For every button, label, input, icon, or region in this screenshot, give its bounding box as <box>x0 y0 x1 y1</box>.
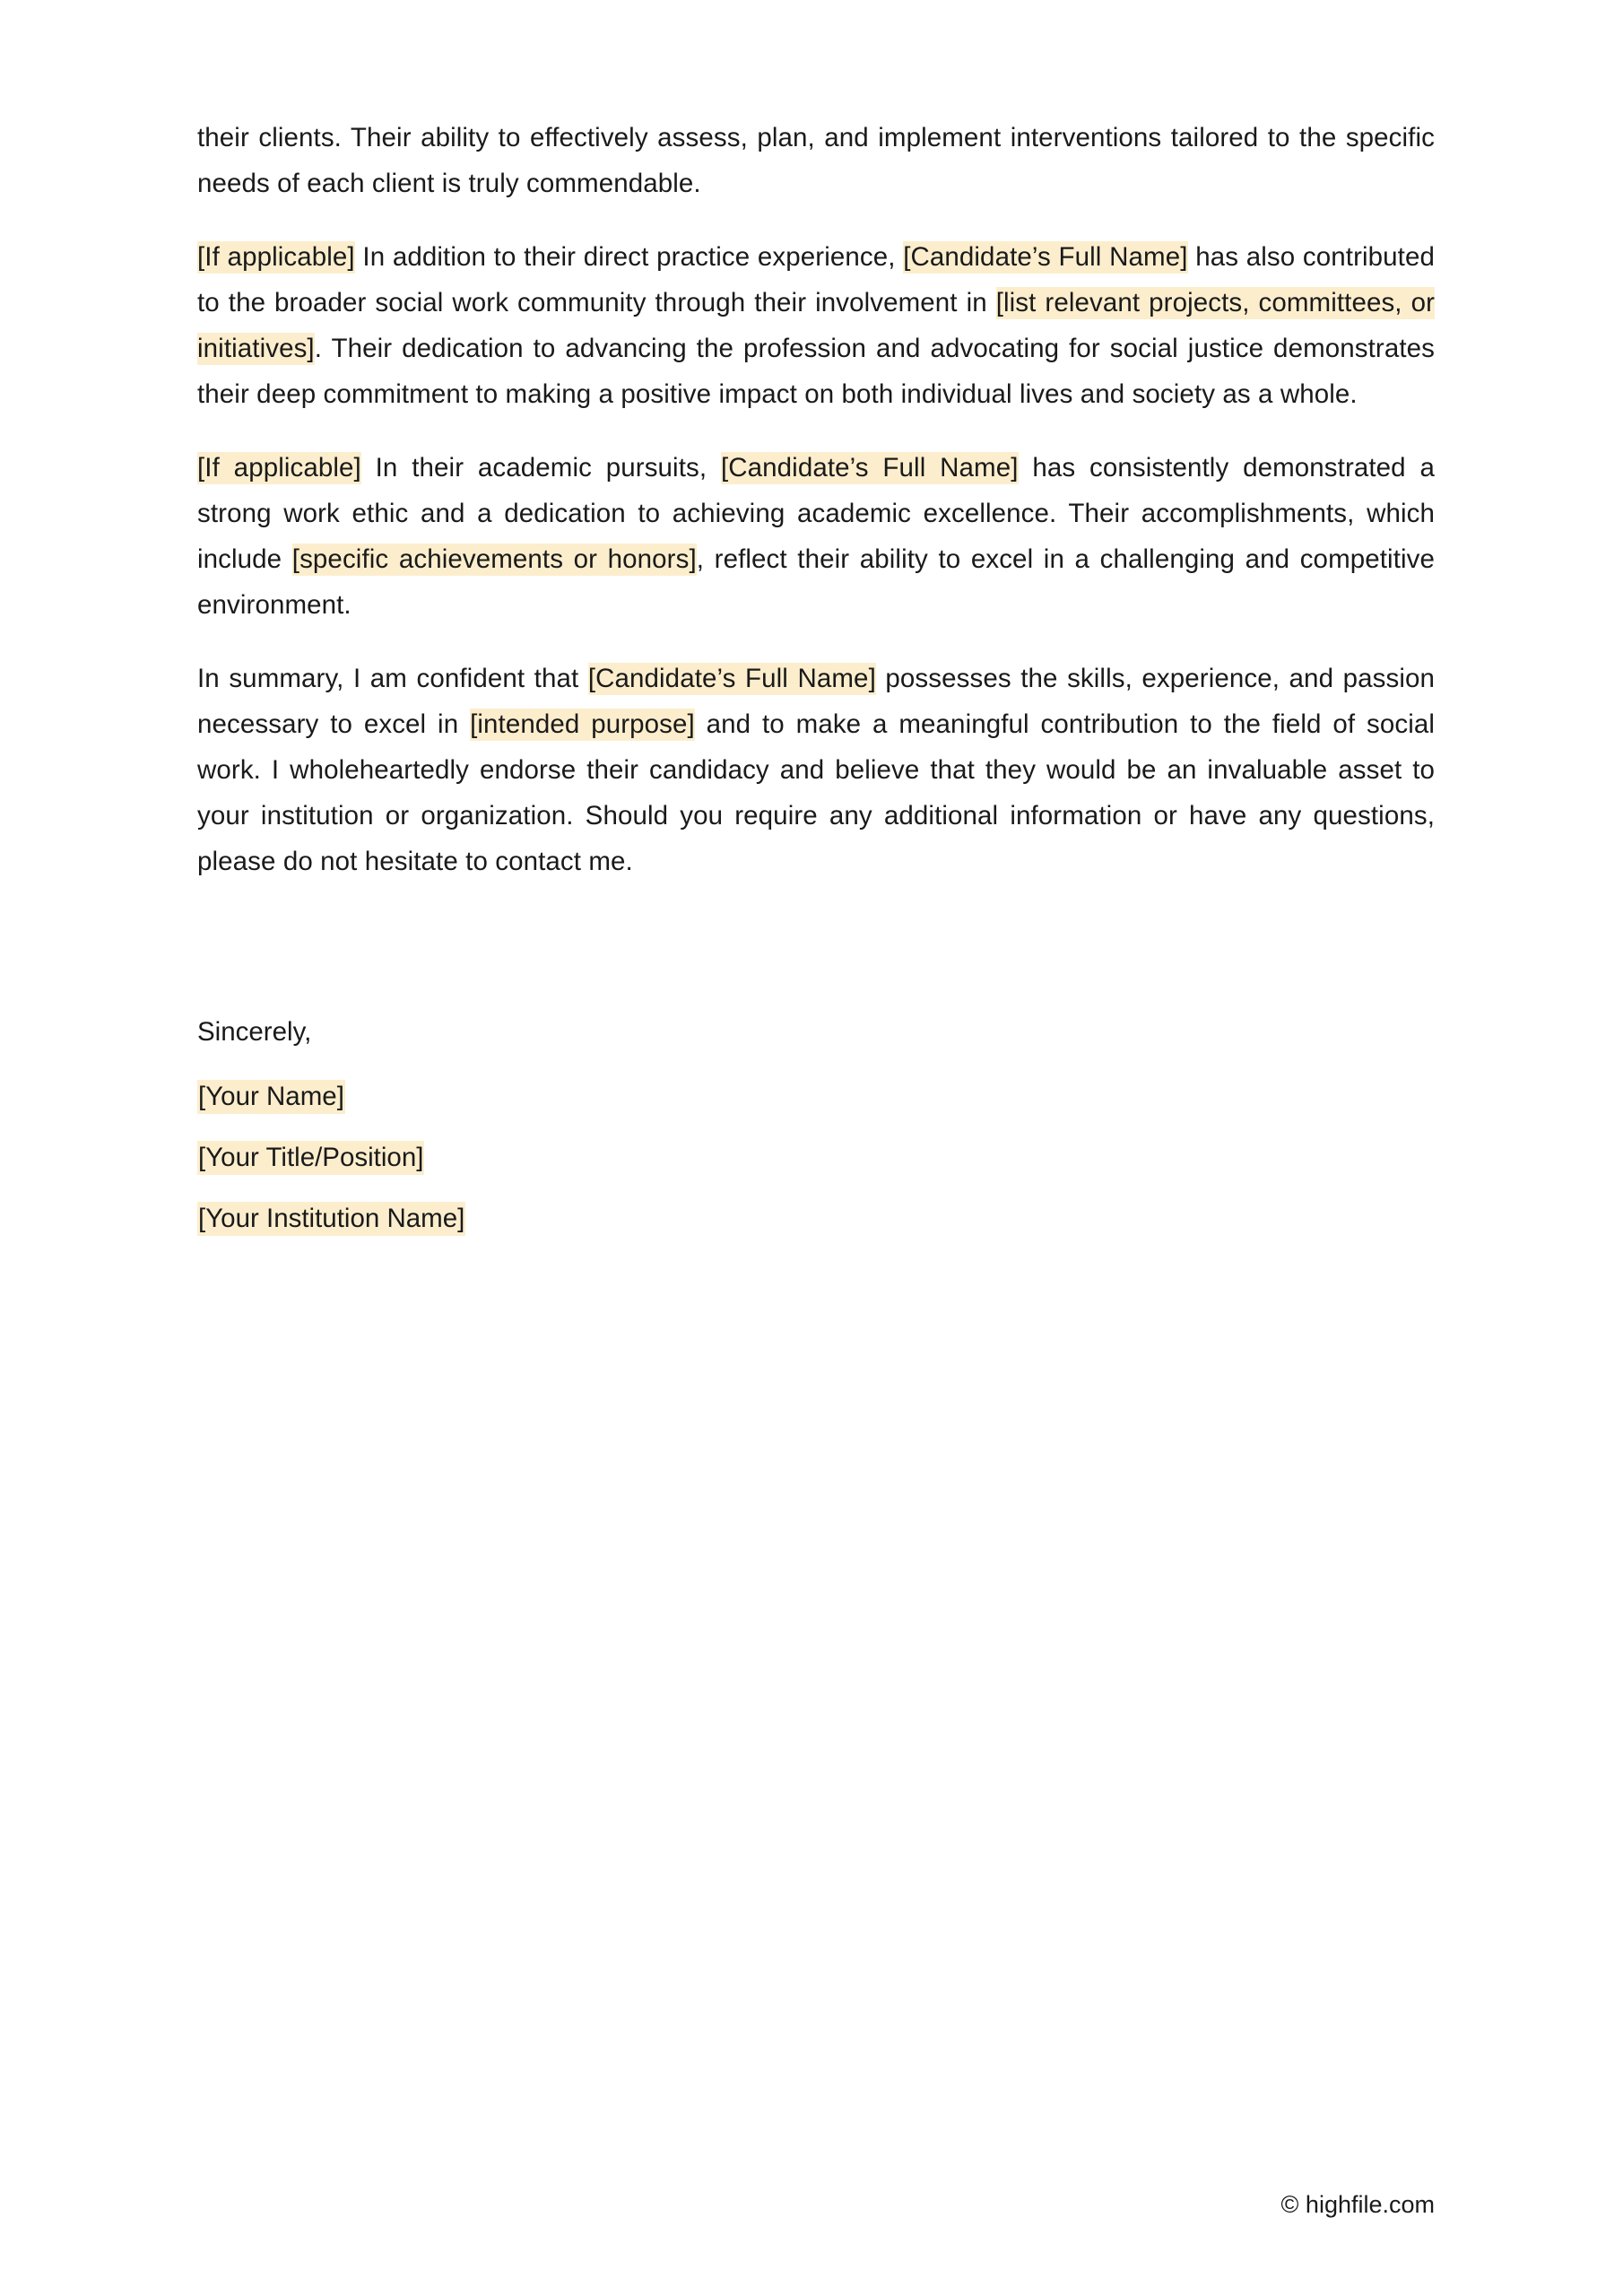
paragraph-2-text-b: has also contributed to the broader social work community through their involvement in <box>197 242 1435 317</box>
placeholder-your-institution-name: [Your Institution Name] <box>197 1202 465 1236</box>
signature-name-line <box>197 1074 1435 1119</box>
closing-salutation: Sincerely, <box>197 1017 312 1047</box>
letter-body <box>197 115 1435 884</box>
paragraph-continuation <box>197 115 1435 206</box>
paragraph-community-involvement <box>197 234 1435 417</box>
paragraph-3-text-a: In their academic pursuits, <box>360 453 721 483</box>
placeholder-intended-purpose: [intended purpose] <box>470 709 695 739</box>
paragraph-4-text-a: In summary, I am confident that <box>197 664 588 693</box>
paragraph-1-text: their clients. Their ability to effectively assess, plan, and implement interventions tailored to the specific needs of each client is truly commendable. <box>197 123 1435 198</box>
signature-institution-line <box>197 1196 1435 1241</box>
placeholder-your-name: [Your Name] <box>197 1080 345 1114</box>
placeholder-your-title-position: [Your Title/Position] <box>197 1141 424 1175</box>
paragraph-4-text-c: and to make a meaningful contribution to the field of social work. I wholeheartedly endorse their candidacy and believe that they would be an invaluable asset to your institution or organization. Should you require any additional information or have any questions, please do not hesitate to contact me. <box>197 709 1436 876</box>
placeholder-if-applicable-2: [If applicable] <box>197 453 361 483</box>
paragraph-academic-pursuits <box>197 445 1435 628</box>
paragraph-3-text-b: has consistently demonstrated a strong work ethic and a dedication to achieving academic excellence. Their accomplishments, which include <box>197 453 1435 574</box>
placeholder-candidate-full-name-1: [Candidate’s Full Name] <box>903 242 1188 272</box>
paragraph-3-text-c: , reflect their ability to excel in a challenging and competitive environment. <box>197 544 1436 620</box>
paragraph-summary <box>197 656 1435 884</box>
placeholder-candidate-full-name-3: [Candidate’s Full Name] <box>587 664 876 693</box>
placeholder-candidate-full-name-2: [Candidate’s Full Name] <box>720 453 1019 483</box>
paragraph-2-text-a: In addition to their direct practice experience, <box>354 242 904 272</box>
footer-credit: © highfile.com <box>1280 2191 1435 2218</box>
signature-block <box>197 1009 1435 1257</box>
placeholder-specific-achievements: [specific achievements or honors] <box>291 544 697 574</box>
placeholder-list-relevant-projects: [list relevant projects, committees, or initiatives] <box>197 288 1435 363</box>
signature-title-line <box>197 1135 1435 1180</box>
page-footer <box>0 2191 1623 2219</box>
paragraph-2-text-c: . Their dedication to advancing the profession and advocating for social justice demonstrates their deep commitment to making a positive impact on both individual lives and society as a whole. <box>197 334 1435 409</box>
paragraph-4-text-b: possesses the skills, experience, and passion necessary to excel in <box>197 664 1435 739</box>
placeholder-if-applicable-1: [If applicable] <box>197 242 355 272</box>
